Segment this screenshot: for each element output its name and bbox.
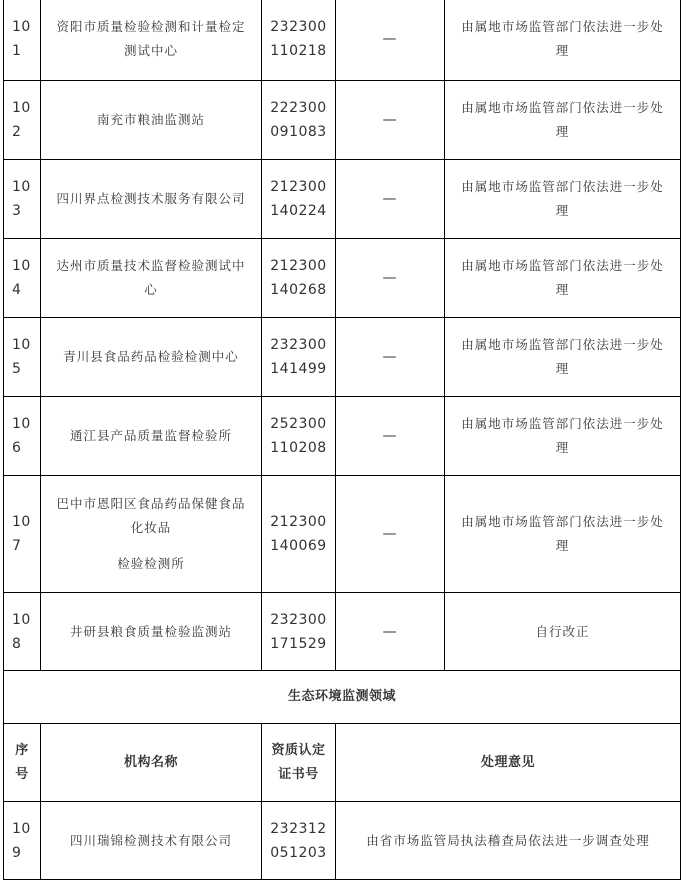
section-title: 生态环境监测领域	[4, 671, 681, 724]
header-sequence-number	[4, 724, 41, 802]
row-number-line: 10	[12, 337, 31, 353]
institution-name-line: 四川界点检测技术服务有限公司	[56, 191, 246, 206]
handling-opinion-line: 由属地市场监管部门依法进一步处	[461, 337, 664, 352]
empty-cell-dash: —	[336, 397, 445, 476]
empty-cell-dash: —	[336, 318, 445, 397]
row-number-line: 10	[12, 416, 31, 432]
handling-opinion-line: 由属地市场监管部门依法进一步处	[461, 258, 664, 273]
institution-name-line: 检验检测所	[117, 556, 185, 571]
handling-opinion-line: 理	[555, 538, 570, 553]
institution-name-line: 南充市粮油监测站	[96, 112, 205, 127]
handling-opinion	[445, 476, 681, 593]
row-number-line: 6	[12, 440, 22, 456]
certificate-number-line: 232300	[270, 19, 327, 35]
row-number	[4, 160, 41, 239]
row-number-line: 8	[12, 635, 22, 652]
table-header-row	[4, 724, 681, 802]
institution-name	[41, 397, 262, 476]
certificate-number	[262, 593, 336, 671]
handling-opinion-line: 理	[555, 43, 570, 58]
certificate-number-line: 110208	[270, 440, 327, 456]
row-number	[4, 802, 41, 880]
handling-opinion	[445, 593, 681, 671]
certificate-number-line: 141499	[270, 361, 327, 377]
certificate-number-line: 051203	[270, 844, 327, 861]
empty-cell-dash: —	[336, 239, 445, 318]
institution-name-line: 通江县产品质量监督检验所	[69, 428, 232, 443]
header-certificate-number-line: 证书号	[278, 766, 319, 782]
certificate-number-line: 212300	[270, 179, 327, 195]
empty-cell-dash: —	[336, 476, 445, 593]
handling-opinion	[445, 318, 681, 397]
table-row	[4, 318, 681, 397]
row-number-line: 4	[12, 282, 22, 298]
certificate-number-line: 222300	[270, 100, 327, 116]
certificate-number-line: 232312	[270, 820, 327, 837]
institution-name	[41, 318, 262, 397]
header-institution-name: 机构名称	[41, 724, 262, 802]
institution-name	[41, 0, 262, 81]
header-certificate-number	[262, 724, 336, 802]
row-number-line: 10	[12, 179, 31, 195]
handling-opinion-line: 由属地市场监管部门依法进一步处	[461, 100, 664, 115]
institution-name-line: 青川县食品药品检验检测中心	[63, 349, 239, 364]
institution-name	[41, 593, 262, 671]
table-row	[4, 397, 681, 476]
row-number	[4, 0, 41, 81]
handling-opinion	[445, 397, 681, 476]
certificate-number-line: 212300	[270, 258, 327, 274]
certificate-number-line: 252300	[270, 416, 327, 432]
empty-cell-dash: —	[336, 0, 445, 81]
institution-name	[41, 239, 262, 318]
row-number-line: 10	[12, 611, 31, 628]
certificate-number	[262, 476, 336, 593]
row-number-line: 10	[12, 820, 31, 837]
handling-opinion-line: 由属地市场监管部门依法进一步处	[461, 179, 664, 194]
row-number-line: 10	[12, 19, 31, 35]
certificate-number	[262, 397, 336, 476]
handling-opinion	[445, 81, 681, 160]
table-row	[4, 81, 681, 160]
row-number	[4, 593, 41, 671]
empty-cell-dash: —	[336, 593, 445, 671]
certificate-number	[262, 802, 336, 880]
row-number-line: 7	[12, 538, 22, 554]
table-row	[4, 0, 681, 81]
certificate-number	[262, 239, 336, 318]
header-certificate-number-line: 资质认定	[271, 742, 326, 758]
row-number-line: 1	[12, 43, 22, 59]
certificate-number-line: 140069	[270, 538, 327, 554]
row-number-line: 2	[12, 124, 22, 140]
row-number-line: 10	[12, 100, 31, 116]
row-number	[4, 476, 41, 593]
row-number	[4, 81, 41, 160]
results-table	[3, 0, 681, 880]
table-row	[4, 160, 681, 239]
certificate-number	[262, 160, 336, 239]
header-sequence-number-line: 号	[15, 766, 29, 782]
row-number-line: 9	[12, 844, 22, 861]
row-number	[4, 239, 41, 318]
header-sequence-number-line: 序	[15, 742, 29, 758]
row-number-line: 5	[12, 361, 22, 377]
handling-opinion-line: 理	[555, 124, 570, 139]
institution-name	[41, 160, 262, 239]
handling-opinion	[445, 239, 681, 318]
row-number-line: 10	[12, 258, 31, 274]
institution-name-line: 心	[144, 282, 158, 297]
handling-opinion-line: 理	[555, 440, 570, 455]
certificate-number-line: 232300	[270, 611, 327, 628]
table-row	[4, 802, 681, 880]
institution-name-line: 巴中市恩阳区食品药品保健食品	[56, 496, 246, 511]
institution-name-line	[49, 540, 253, 552]
handling-opinion	[445, 0, 681, 81]
row-number-line: 3	[12, 203, 22, 219]
certificate-number-line: 091083	[270, 124, 327, 140]
certificate-number-line: 232300	[270, 337, 327, 353]
row-number	[4, 318, 41, 397]
institution-name-line: 化妆品	[130, 520, 172, 535]
institution-name-line: 测试中心	[123, 43, 178, 58]
section-title-row	[4, 671, 681, 724]
handling-opinion-line: 由属地市场监管部门依法进一步处	[461, 514, 664, 529]
empty-cell-dash: —	[336, 160, 445, 239]
institution-name-line: 达州市质量技术监督检验测试中	[56, 258, 246, 273]
certificate-number-line: 212300	[270, 514, 327, 530]
institution-name	[41, 81, 262, 160]
institution-name-line: 井研县粮食质量检验监测站	[69, 623, 232, 639]
certificate-number-line: 140224	[270, 203, 327, 219]
certificate-number-line: 110218	[270, 43, 327, 59]
handling-opinion-line: 由属地市场监管部门依法进一步处	[461, 416, 664, 431]
handling-opinion-line: 自行改正	[535, 623, 590, 639]
table-row	[4, 593, 681, 671]
institution-name: 四川瑞锦检测技术有限公司	[41, 802, 262, 880]
handling-opinion-line: 理	[555, 203, 570, 218]
certificate-number-line: 171529	[270, 635, 327, 652]
institution-name-line: 资阳市质量检验检测和计量检定	[56, 19, 246, 34]
handling-opinion	[445, 160, 681, 239]
table-row	[4, 239, 681, 318]
empty-cell-dash: —	[336, 81, 445, 160]
row-number-line: 10	[12, 514, 31, 530]
certificate-number	[262, 318, 336, 397]
certificate-number	[262, 81, 336, 160]
handling-opinion-line: 理	[555, 361, 570, 376]
certificate-number-line: 140268	[270, 282, 327, 298]
handling-opinion-line: 理	[555, 282, 570, 297]
handling-opinion: 由省市场监管局执法稽查局依法进一步调查处理	[336, 802, 681, 880]
header-handling-opinion: 处理意见	[336, 724, 681, 802]
handling-opinion-line: 由属地市场监管部门依法进一步处	[461, 19, 664, 34]
institution-name	[41, 476, 262, 593]
table-row	[4, 476, 681, 593]
certificate-number	[262, 0, 336, 81]
row-number	[4, 397, 41, 476]
